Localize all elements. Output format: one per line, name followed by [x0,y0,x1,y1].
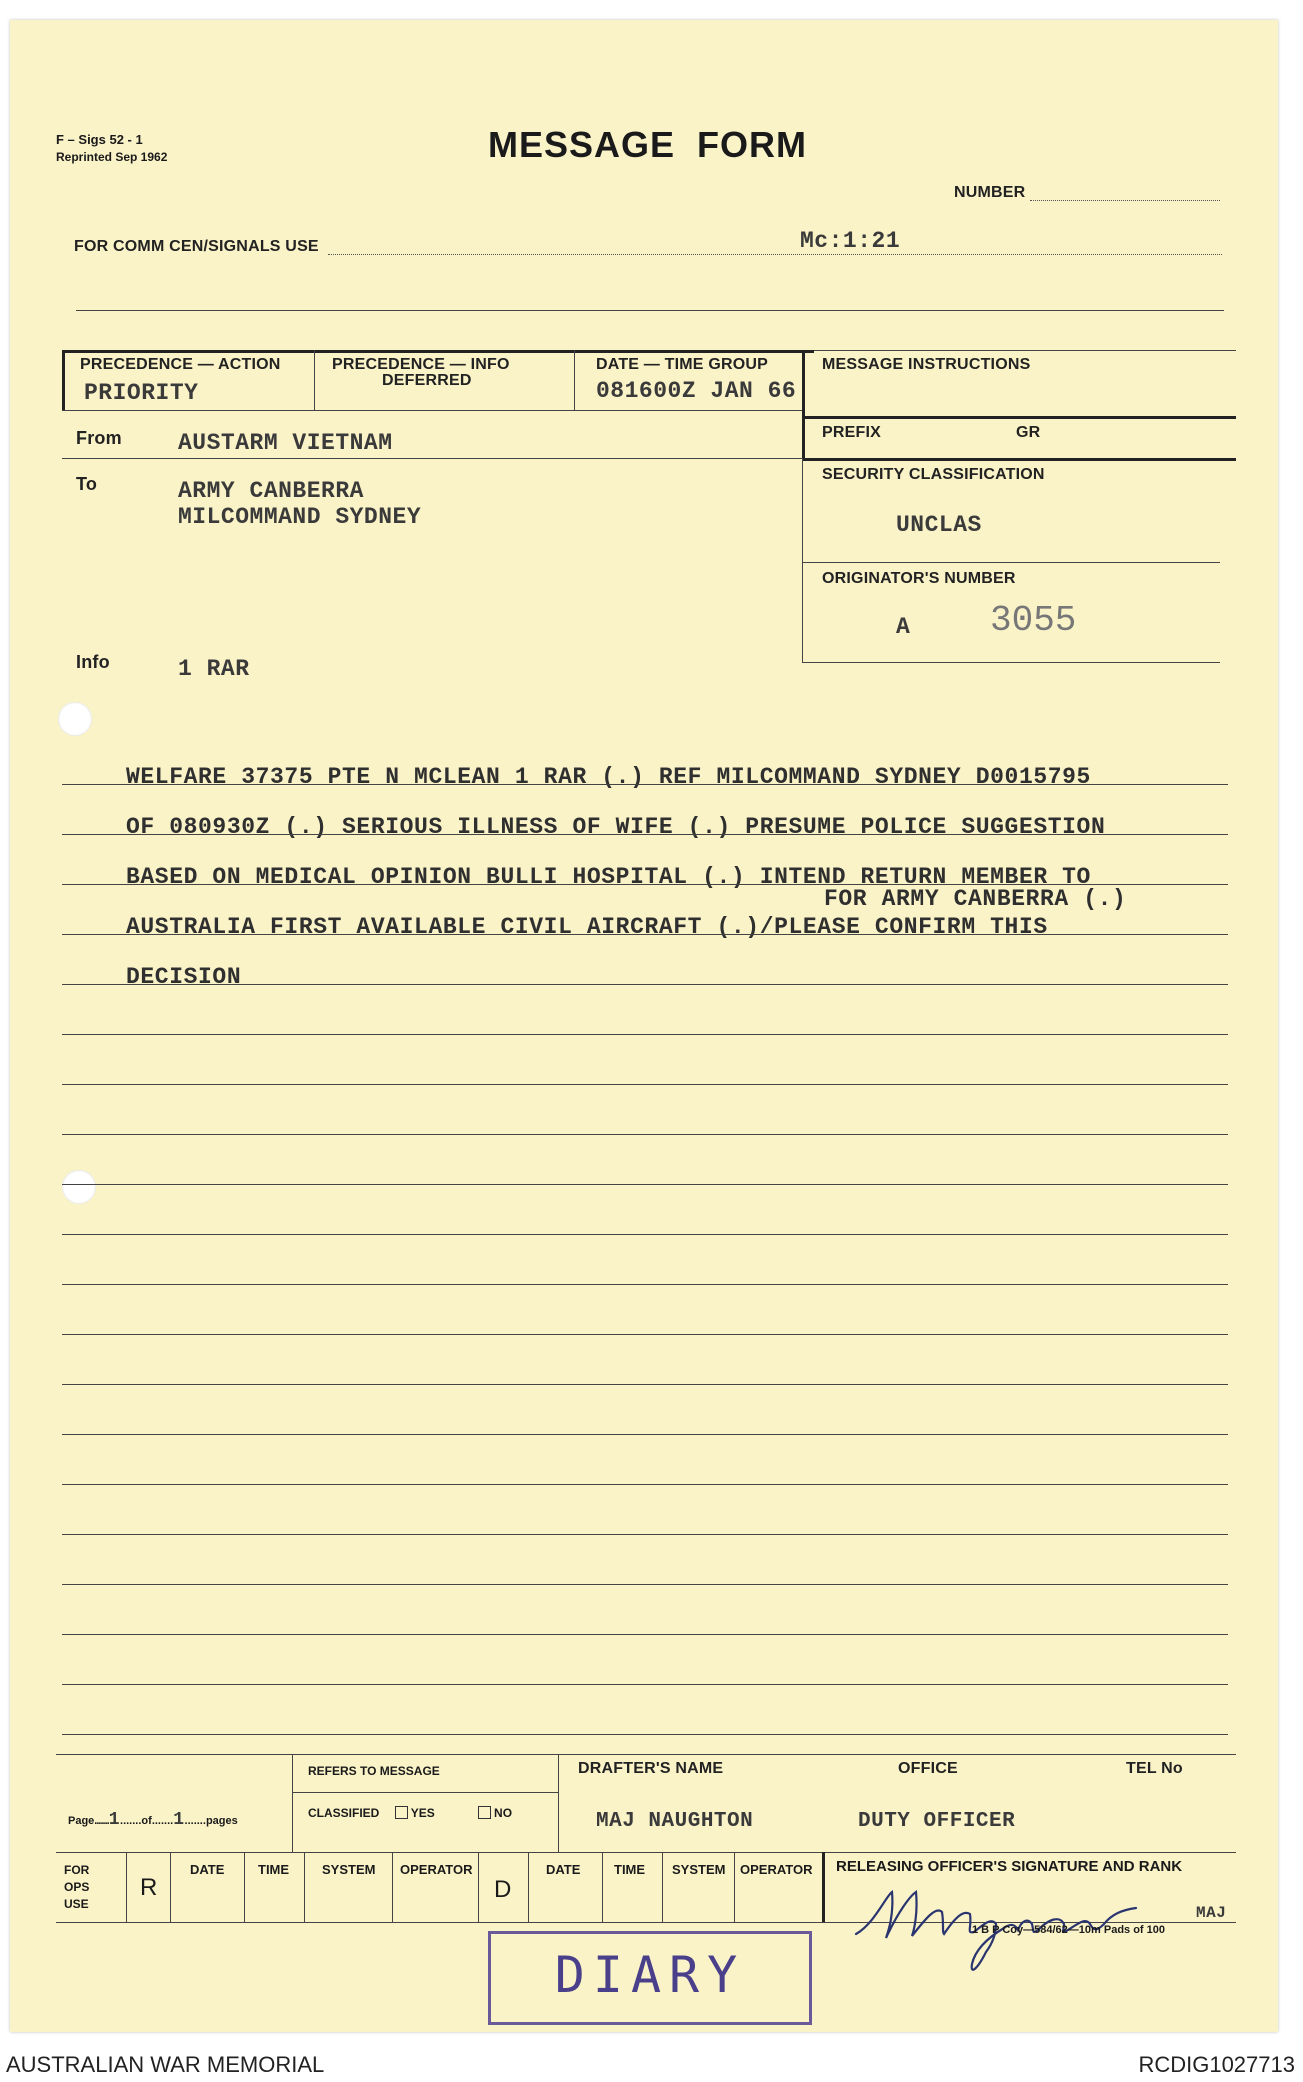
to-label: To [76,474,98,494]
from-value: AUSTARM VIETNAM [178,430,393,456]
ruled-line [62,1284,1228,1285]
originator-prefix: A [896,614,911,640]
no-checkbox[interactable] [478,1806,491,1819]
rule [62,458,802,459]
rule [126,1852,127,1922]
originator-number: 3055 [990,600,1077,641]
rule [558,1754,559,1852]
system-label: SYSTEM [322,1862,376,1877]
rule [244,1852,245,1922]
originator-label: ORIGINATOR'S NUMBER [822,570,1016,587]
rule [602,1852,603,1922]
message-line: OF 080930Z (.) SERIOUS ILLNESS OF WIFE (.) PRESUME POLICE SUGGESTION [126,814,1106,840]
rule [292,1754,293,1852]
ruled-line [62,1084,1228,1085]
ruled-line [62,1584,1228,1585]
time-label: TIME [258,1862,290,1877]
no-label: NO [494,1806,513,1820]
ruled-line [62,1134,1228,1135]
rule [802,350,805,458]
rule [802,416,1236,419]
rule [814,350,1236,351]
diary-stamp [488,1931,812,2025]
drafter-value: MAJ NAUGHTON [596,1810,754,1833]
drafter-label: DRAFTER'S NAME [578,1760,724,1777]
form-title: MESSAGE FORM [488,124,808,165]
ruled-line [62,1234,1228,1235]
pages-label: pages [205,1815,238,1827]
ruled-line [62,1384,1228,1385]
rule [802,458,1236,461]
d-label: D [494,1876,512,1903]
ruled-line [62,1484,1228,1485]
ruled-line [62,984,1228,985]
classified-label: CLASSIFIED [308,1806,380,1820]
office-label: OFFICE [898,1760,958,1777]
office-value: DUTY OFFICER [858,1810,1016,1833]
rule [170,1852,171,1922]
number-label: NUMBER [954,184,1026,201]
info-label: Info [76,652,110,672]
security-value: UNCLAS [896,512,982,538]
page-count: Page.......1.......of.......1.......pages [68,1810,238,1830]
date-label: DATE [190,1862,225,1877]
comm-cen-value: Mc:1:21 [800,228,901,254]
message-line: WELFARE 37375 PTE N MCLEAN 1 RAR (.) REF MILCOMMAND SYDNEY D0015795 [126,764,1091,790]
ruled-line [62,1734,1228,1735]
ruled-line [62,884,1228,885]
date-label-2: DATE [546,1862,581,1877]
ruled-line [62,1534,1228,1535]
prefix-label: PREFIX [822,424,881,441]
of-label: of [141,1815,152,1827]
rule [574,350,575,410]
rule [528,1852,529,1922]
rule [314,350,315,410]
security-label: SECURITY CLASSIFICATION [822,466,1045,483]
ruled-line [62,1334,1228,1335]
dtg-value: 081600Z JAN 66 [596,378,797,404]
rule [802,458,803,662]
rule [802,662,1220,663]
message-insertion: FOR ARMY CANBERRA (.) [824,886,1127,912]
rule [56,1852,1236,1853]
page-label: Page [68,1815,95,1827]
ruled-line [62,1184,1228,1185]
rule [62,350,65,410]
rule [292,1792,558,1793]
classified-row [308,1806,512,1820]
system-label-2: SYSTEM [672,1862,726,1877]
credit-right: RCDIG1027713 [1138,2052,1295,2077]
message-line: AUSTRALIA FIRST AVAILABLE CIVIL AIRCRAFT (.)/PLEASE CONFIRM THIS [126,914,1048,940]
rule [62,350,814,353]
page-number: 1 [108,1810,121,1830]
credit-left: AUSTRALIAN WAR MEMORIAL [6,2052,325,2077]
operator-label-2: OPERATOR [740,1862,813,1877]
ruled-line [62,1034,1228,1035]
ruled-line [62,934,1228,935]
rule [822,1852,825,1922]
precedence-info-label: PRECEDENCE — INFO [332,356,510,373]
precedence-action-label: PRECEDENCE — ACTION [80,356,281,373]
rule [478,1852,479,1922]
punch-hole [62,1170,96,1204]
info-value: 1 RAR [178,656,250,682]
time-label-2: TIME [614,1862,646,1877]
form-code: F – Sigs 52 - 1 [56,132,143,147]
operator-label: OPERATOR [400,1862,473,1877]
rule [56,1754,1236,1755]
stamp-text: DIARY [554,1946,746,2004]
comm-cen-line [328,254,1222,255]
ruled-line [62,784,1228,785]
reprint-note: Reprinted Sep 1962 [56,150,168,164]
tel-label: TEL No [1126,1760,1183,1777]
ruled-line [62,1684,1228,1685]
yes-label: YES [410,1806,435,1820]
for-ops-use-label: FOR OPS USE [64,1863,90,1911]
message-form-sheet [10,20,1278,2032]
printer-note: 1 B P Coy—584/62—10m Pads of 100 [972,1924,1166,1936]
rule [304,1852,305,1922]
ruled-line [62,1434,1228,1435]
rule [76,310,1224,311]
rule [802,562,1220,563]
gr-label: GR [1016,424,1041,441]
refers-label: REFERS TO MESSAGE [308,1764,440,1778]
rank-value: MAJ [1196,1904,1227,1922]
releasing-label: RELEASING OFFICER'S SIGNATURE AND RANK [836,1858,1183,1875]
precedence-action-value: PRIORITY [84,380,199,406]
rule [62,410,802,411]
ruled-line [62,1634,1228,1635]
rule [392,1852,393,1922]
message-line: DECISION [126,964,242,990]
dtg-label: DATE — TIME GROUP [596,356,768,373]
comm-cen-label: FOR COMM CEN/SIGNALS USE [74,238,319,255]
to-line-1: ARMY CANBERRA [178,478,364,504]
message-instructions-label: MESSAGE INSTRUCTIONS [822,356,1031,373]
from-label: From [76,428,122,448]
rule [734,1852,735,1922]
ruled-line [62,834,1228,835]
message-line: BASED ON MEDICAL OPINION BULLI HOSPITAL (.) INTEND RETURN MEMBER TO [126,864,1091,890]
r-label: R [140,1874,158,1901]
yes-checkbox[interactable] [395,1806,408,1819]
of-number: 1 [173,1810,185,1830]
number-line [1030,200,1220,201]
to-line-2: MILCOMMAND SYDNEY [178,504,422,530]
punch-hole [58,702,92,736]
rule [662,1852,663,1922]
deferred-label: DEFERRED [382,372,472,389]
